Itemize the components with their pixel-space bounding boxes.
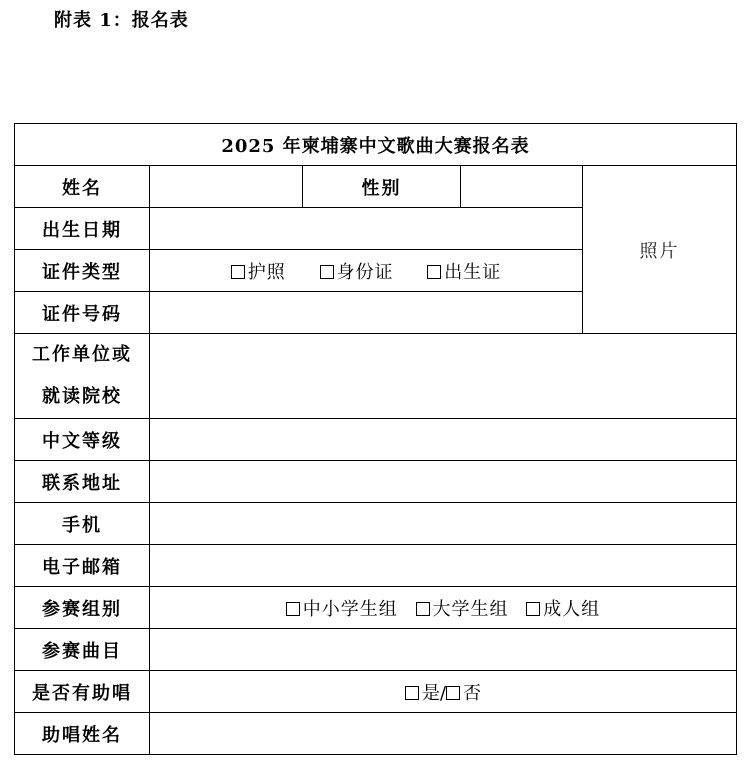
checkbox-icon[interactable] (526, 602, 540, 616)
group-option-school[interactable]: 中小学生组 (286, 595, 398, 621)
checkbox-icon[interactable] (427, 265, 441, 279)
address-field[interactable] (150, 461, 737, 503)
dob-field[interactable] (150, 208, 583, 250)
gender-label: 性别 (303, 166, 461, 208)
id-type-label: 证件类型 (15, 250, 150, 292)
chinese-level-label: 中文等级 (15, 419, 150, 461)
song-label: 参赛曲目 (15, 629, 150, 671)
group-options (150, 587, 737, 629)
group-label: 参赛组别 (15, 587, 150, 629)
id-type-options (150, 250, 583, 292)
has-partner-option-no[interactable]: 否 (446, 683, 481, 704)
group-option-university[interactable]: 大学生组 (416, 595, 509, 621)
work-unit-label-line1: 工作单位或 (32, 344, 132, 365)
has-partner-options (150, 671, 737, 713)
song-field[interactable] (150, 629, 737, 671)
work-unit-label-line2: 就读院校 (42, 386, 122, 407)
checkbox-icon[interactable] (446, 686, 460, 700)
work-unit-field[interactable] (150, 334, 737, 419)
group-option-adult[interactable]: 成人组 (526, 595, 600, 621)
has-partner-option-yes[interactable]: 是 (405, 683, 440, 704)
checkbox-icon[interactable] (405, 686, 419, 700)
phone-field[interactable] (150, 503, 737, 545)
checkbox-icon[interactable] (231, 265, 245, 279)
checkbox-icon[interactable] (416, 602, 430, 616)
address-label: 联系地址 (15, 461, 150, 503)
name-field[interactable] (150, 166, 303, 208)
gender-field[interactable] (461, 166, 583, 208)
name-label: 姓名 (15, 166, 150, 208)
id-number-field[interactable] (150, 292, 583, 334)
registration-form-table (14, 123, 737, 755)
chinese-level-field[interactable] (150, 419, 737, 461)
annex-title: 附表 1：报名表 (54, 10, 189, 31)
phone-label: 手机 (15, 503, 150, 545)
checkbox-icon[interactable] (320, 265, 334, 279)
partner-name-label: 助唱姓名 (15, 713, 150, 755)
photo-box[interactable] (583, 166, 737, 334)
id-type-option-id-card[interactable]: 身份证 (320, 258, 394, 284)
form-title: 2025 年柬埔寨中文歌曲大赛报名表 (15, 124, 737, 166)
has-partner-label: 是否有助唱 (15, 671, 150, 713)
partner-name-field[interactable] (150, 713, 737, 755)
id-number-label: 证件号码 (15, 292, 150, 334)
work-unit-label (15, 334, 150, 419)
option-separator: / (439, 682, 447, 704)
id-type-option-passport[interactable]: 护照 (231, 258, 286, 284)
id-type-option-birth-cert[interactable]: 出生证 (427, 258, 501, 284)
checkbox-icon[interactable] (286, 602, 300, 616)
email-field[interactable] (150, 545, 737, 587)
email-label: 电子邮箱 (15, 545, 150, 587)
dob-label: 出生日期 (15, 208, 150, 250)
photo-label: 照片 (639, 240, 680, 262)
